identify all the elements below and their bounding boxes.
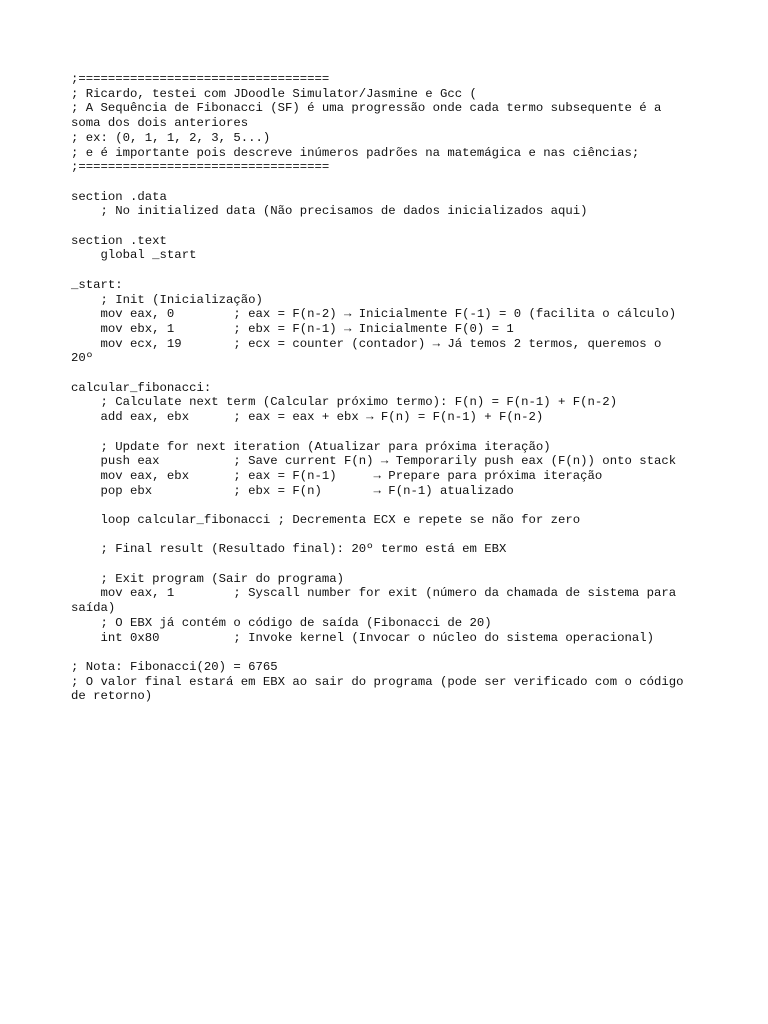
code-line: section .text — [71, 233, 167, 248]
code-line: mov eax, 1 ; Syscall number for exit (número da chamada de sistema para — [71, 586, 677, 601]
code-line: de retorno) — [71, 689, 153, 704]
assembly-code-block — [71, 72, 703, 704]
code-line: ;================================== — [71, 72, 330, 86]
code-line: add eax, ebx ; eax = eax + ebx → F(n) = F(n-1) + F(n-2) — [71, 410, 544, 425]
code-line — [71, 528, 703, 543]
code-line: ; Final result (Resultado final): 20º termo está em EBX — [71, 542, 507, 557]
code-line: ; O EBX já contém o código de saída (Fibonacci de 20) — [71, 615, 492, 630]
code-line: int 0x80 ; Invoke kernel (Invocar o núcleo do sistema operacional) — [71, 630, 654, 645]
code-line: ; Calculate next term (Calcular próximo termo): F(n) = F(n-1) + F(n-2) — [71, 395, 618, 410]
code-line: calcular_fibonacci: — [71, 380, 212, 395]
code-line: loop calcular_fibonacci ; Decrementa ECX e repete se não for zero — [71, 513, 581, 527]
code-line: ; e é importante pois descreve inúmeros padrões na matemágica e nas ciências; — [71, 145, 640, 160]
code-line: saída) — [71, 601, 116, 616]
code-line: mov eax, ebx ; eax = F(n-1) → Prepare para próxima iteração — [71, 468, 603, 483]
code-line: ; ex: (0, 1, 1, 2, 3, 5...) — [71, 130, 271, 145]
code-line — [71, 557, 703, 572]
code-line: ;================================== — [71, 160, 330, 175]
code-line: ; Ricardo, testei com JDoodle Simulator/Jasmine e Gcc ( — [71, 86, 477, 101]
code-line: global _start — [71, 248, 197, 263]
code-line: ; Init (Inicialização) — [71, 292, 263, 307]
code-line — [71, 263, 703, 278]
code-line — [71, 645, 703, 660]
code-line: _start: — [71, 277, 123, 292]
code-line — [71, 366, 703, 381]
code-line: ; Exit program (Sair do programa) — [71, 571, 345, 586]
code-line: section .data — [71, 189, 167, 204]
code-line — [71, 219, 703, 234]
code-line: ; Nota: Fibonacci(20) = 6765 — [71, 659, 278, 674]
code-line: ; A Sequência de Fibonacci (SF) é uma progressão onde cada termo subsequente é a — [71, 101, 662, 116]
code-line: ; Update for next iteration (Atualizar para próxima iteração) — [71, 439, 551, 454]
code-line: 20º — [71, 351, 94, 366]
code-line: ; No initialized data (Não precisamos de dados inicializados aqui) — [71, 204, 588, 219]
code-line: ; O valor final estará em EBX ao sair do programa (pode ser verificado com o código — [71, 674, 684, 689]
code-line: mov eax, 0 ; eax = F(n-2) → Inicialmente F(-1) = 0 (facilita o cálculo) — [71, 307, 677, 322]
code-line: soma dos dois anteriores — [71, 116, 249, 131]
code-line — [71, 498, 703, 513]
code-line — [71, 175, 703, 190]
code-line — [71, 425, 703, 440]
code-line: mov ecx, 19 ; ecx = counter (contador) → Já temos 2 termos, queremos o — [71, 336, 662, 351]
code-line: pop ebx ; ebx = F(n) → F(n-1) atualizado — [71, 483, 514, 498]
code-line: mov ebx, 1 ; ebx = F(n-1) → Inicialmente F(0) = 1 — [71, 321, 514, 336]
code-line: push eax ; Save current F(n) → Temporarily push eax (F(n)) onto stack — [71, 454, 677, 469]
